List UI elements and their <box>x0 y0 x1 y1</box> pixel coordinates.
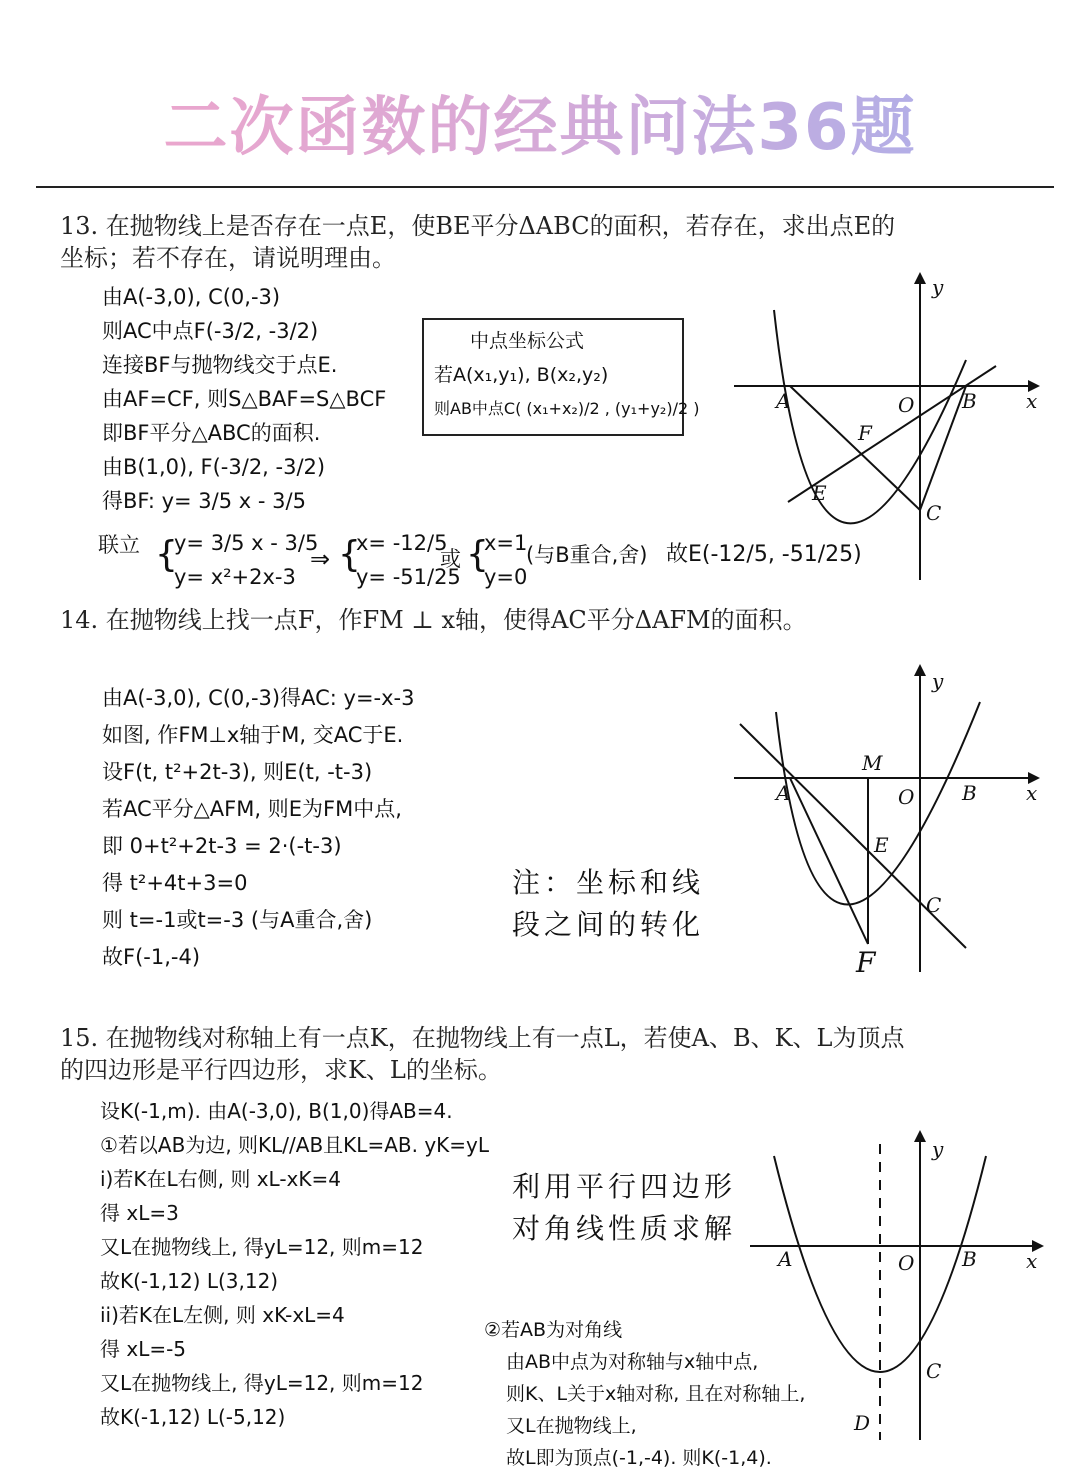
label-a: A <box>776 389 791 413</box>
label-x: x <box>1026 389 1038 413</box>
label-b: B <box>962 389 977 413</box>
label-c: C <box>926 893 942 917</box>
label-e: E <box>812 481 827 505</box>
y-axis-arrow-icon <box>914 1130 926 1142</box>
q15-question: 15. 在抛物线对称轴上有一点K，在抛物线上有一点L，若使A、B、K、L为顶点 的四边形是平行四边形，求K、L的坐标。 <box>60 1024 905 1084</box>
page-title: 二次函数的经典问法36题 <box>163 91 917 165</box>
q13-answer: 故E(-12/5, -51/25) <box>666 542 862 567</box>
label-e: E <box>874 833 889 857</box>
label-c: C <box>926 1359 942 1383</box>
q13-solution-2-note: (与B重合,舍) <box>526 543 648 567</box>
label-c: C <box>926 501 942 525</box>
brace-icon: { <box>466 534 489 575</box>
q13-solution-2: x=1 y=0 <box>484 531 528 589</box>
line-bc <box>920 386 966 510</box>
label-o: O <box>898 393 915 417</box>
label-a: A <box>778 1247 793 1271</box>
y-axis-arrow-icon <box>914 664 926 676</box>
midpoint-formula-box: 中点坐标公式 若A(x₁,y₁), B(x₂,y₂) 则AB中点C( (x₁+x₂)/2 , (y₁+y₂)/2 ) <box>422 318 684 436</box>
line-af <box>790 778 868 944</box>
parabola <box>776 702 980 905</box>
q14-solution: 由A(-3,0), C(0,-3)得AC: y=-x-3 如图, 作FM⊥x轴于M, 交AC于E. 设F(t, t²+2t-3), 则E(t, -t-3) 若AC平分△AFM, 则E为FM中点, 即 0+t²+2t-3 = 2·(-t-3) 得 t²+4t+3=0 则 t=-1或t=-3 (与A重合,舍) 故F(-1,-4) <box>102 686 415 969</box>
brace-icon: { <box>155 534 178 575</box>
label-f: F <box>858 421 872 445</box>
q15-note: 利用平行四边形 对角线性质求解 <box>512 1170 737 1245</box>
implies-arrow-icon: ⇒ <box>310 545 331 573</box>
q13-solution-1: x= -12/5 y= -51/25 <box>356 531 461 589</box>
label-b: B <box>962 1247 977 1271</box>
label-y: y <box>932 275 944 299</box>
label-d: D <box>854 1411 871 1435</box>
q13-question: 13. 在抛物线上是否存在一点E，使BE平分ΔABC的面积，若存在，求出点E的 坐标；若不存在，请说明理由。 <box>60 212 896 272</box>
q15-solution-b: ②若AB为对角线 由AB中点为对称轴与x轴中点, 则K、L关于x轴对称, 且在对称轴上, 又L在抛物线上, 故L即为顶点(-1,-4). 则K(-1,4). <box>484 1319 806 1469</box>
q13-system: y= 3/5 x - 3/5 y= x²+2x-3 <box>174 531 319 589</box>
label-x: x <box>1026 781 1038 805</box>
q13-system-label: 联立 <box>98 533 140 557</box>
label-b: B <box>962 781 977 805</box>
title-divider <box>36 186 1054 188</box>
label-x: x <box>1026 1249 1038 1273</box>
label-o: O <box>898 785 915 809</box>
label-a: A <box>776 781 791 805</box>
label-y: y <box>932 1137 944 1161</box>
q15-graph <box>740 1128 1050 1448</box>
q14-note: 注：坐标和线 段之间的转化 <box>512 866 705 941</box>
label-o: O <box>898 1251 915 1275</box>
label-y: y <box>932 669 944 693</box>
q14-question: 14. 在抛物线上找一点F，作FM ⊥ x轴，使得AC平分ΔAFM的面积。 <box>60 606 807 634</box>
y-axis-arrow-icon <box>914 272 926 284</box>
q15-solution-a: 设K(-1,m). 由A(-3,0), B(1,0)得AB=4. ①若以AB为边, 则KL//AB且KL=AB. yK=yL i)若K在L右侧, 则 xL-xK=4 得 xL=3 又L在抛物线上, 得yL=12, 则m=12 故K(-1,12) L(3,12) ii)若K在L左侧, 则 xK-xL=4 得 xL=-5 又L在抛物线上, 得yL=12, 则m=12 故K(-1,12) L(-5,12) <box>100 1099 490 1429</box>
label-m: M <box>862 751 883 775</box>
q14-graph <box>720 662 1050 982</box>
label-f: F <box>856 946 876 979</box>
q13-graph <box>720 270 1050 590</box>
q13-or: 或 <box>440 547 461 571</box>
q13-solution: 由A(-3,0), C(0,-3) 则AC中点F(-3/2, -3/2) 连接BF与抛物线交于点E. 由AF=CF, 则S△BAF=S△BCF 即BF平分△ABC的面积. 由B(1,0), F(-3/2, -3/2) 得BF: y= 3/5 x - 3/5 <box>102 285 387 513</box>
brace-icon: { <box>338 534 361 575</box>
